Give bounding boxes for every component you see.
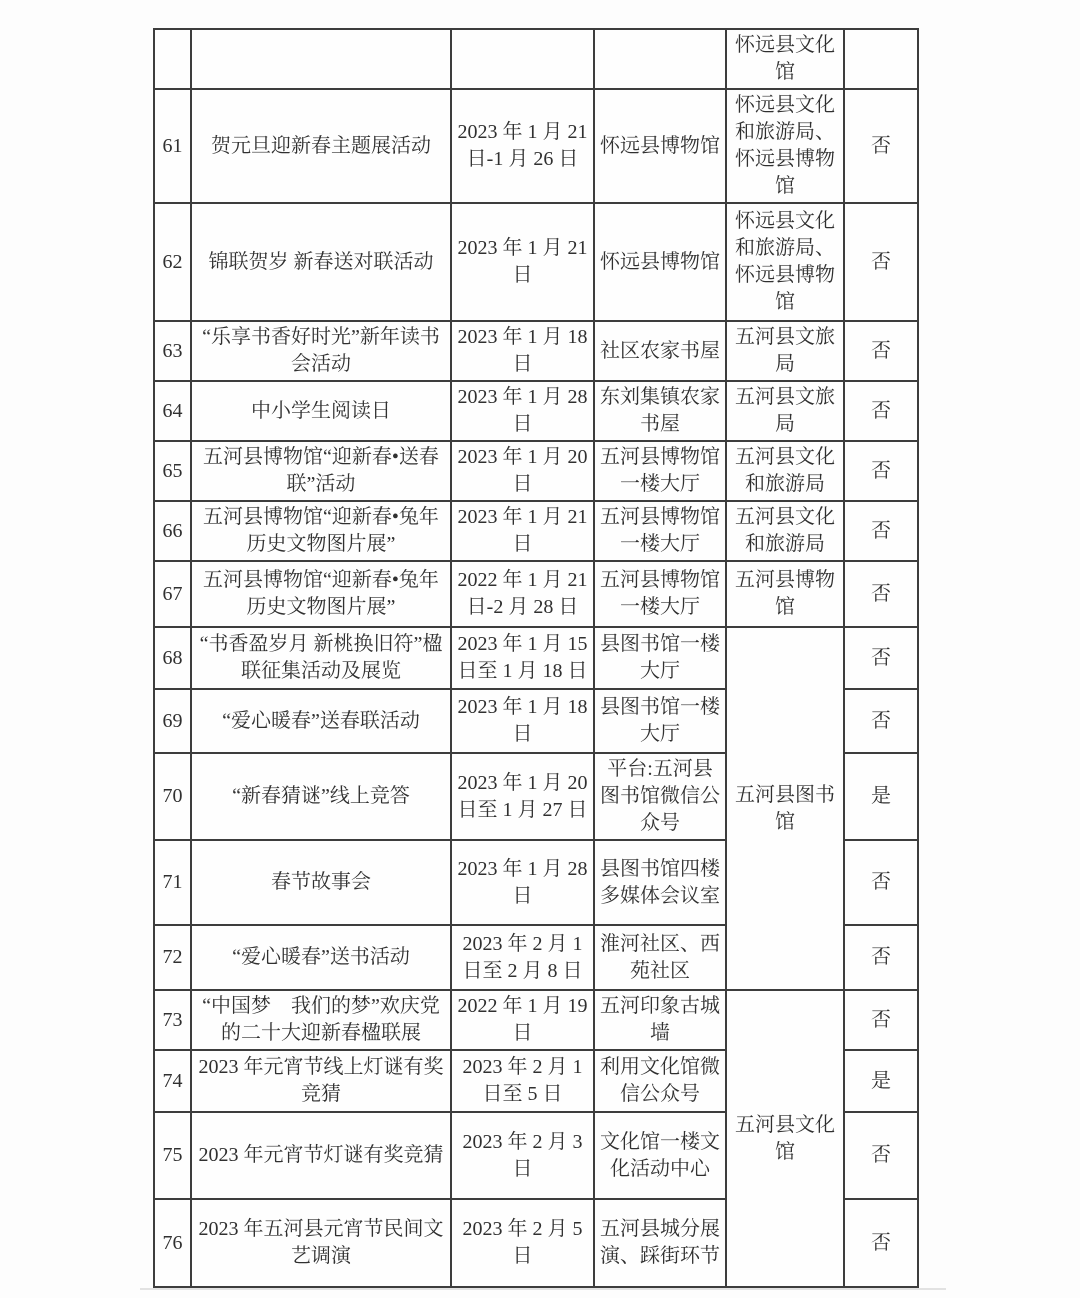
cell-organizer: 五河县文化和旅游局 [726, 441, 844, 501]
cell-date: 2023 年 1 月 20 日 [451, 441, 594, 501]
cell-activity: 2023 年元宵节线上灯谜有奖竞猜 [191, 1050, 451, 1112]
cell-activity [191, 29, 451, 89]
cell-activity: “中国梦 我们的梦”欢庆党的二十大迎新春楹联展 [191, 990, 451, 1050]
cell-organizer: 五河县文化和旅游局 [726, 501, 844, 561]
cell-date: 2022 年 1 月 21 日-2 月 28 日 [451, 561, 594, 627]
cell-date: 2023 年 1 月 21 日 [451, 501, 594, 561]
cell-activity: “乐享书香好时光”新年读书会活动 [191, 321, 451, 381]
cell-location: 五河县城分展演、踩街环节 [594, 1199, 726, 1287]
cell-online-flag: 是 [844, 753, 918, 840]
cell-organizer-merged: 五河县图书馆 [726, 627, 844, 990]
cell-num: 66 [154, 501, 191, 561]
cell-num: 62 [154, 203, 191, 321]
cell-location: 县图书馆一楼大厅 [594, 689, 726, 753]
cell-location: 五河印象古城墙 [594, 990, 726, 1050]
cell-online-flag: 否 [844, 840, 918, 925]
cell-activity: 锦联贺岁 新春送对联活动 [191, 203, 451, 321]
page-edge-shadow [140, 1288, 946, 1290]
cell-location: 怀远县博物馆 [594, 89, 726, 203]
cell-num [154, 29, 191, 89]
table-row [154, 203, 918, 321]
cell-date: 2023 年 1 月 28 日 [451, 381, 594, 441]
cell-date: 2022 年 1 月 19 日 [451, 990, 594, 1050]
cell-organizer: 五河县文旅局 [726, 381, 844, 441]
cell-activity: 中小学生阅读日 [191, 381, 451, 441]
cell-location [594, 29, 726, 89]
cell-activity: “爱心暖春”送书活动 [191, 925, 451, 990]
cell-activity: 贺元旦迎新春主题展活动 [191, 89, 451, 203]
table-row [154, 990, 918, 1050]
cell-num: 70 [154, 753, 191, 840]
cell-num: 67 [154, 561, 191, 627]
cell-organizer: 怀远县文化馆 [726, 29, 844, 89]
cell-activity: 2023 年元宵节灯谜有奖竞猜 [191, 1112, 451, 1199]
cell-num: 63 [154, 321, 191, 381]
cell-organizer-merged: 五河县文化馆 [726, 990, 844, 1287]
cell-location: 五河县博物馆一楼大厅 [594, 561, 726, 627]
cell-online-flag: 否 [844, 89, 918, 203]
cell-date: 2023 年 2 月 5 日 [451, 1199, 594, 1287]
cell-date: 2023 年 2 月 3 日 [451, 1112, 594, 1199]
cell-num: 74 [154, 1050, 191, 1112]
cell-date: 2023 年 1 月 21 日-1 月 26 日 [451, 89, 594, 203]
cell-activity: 春节故事会 [191, 840, 451, 925]
cell-organizer: 五河县文旅局 [726, 321, 844, 381]
cell-location: 平台:五河县图书馆微信公众号 [594, 753, 726, 840]
cell-date: 2023 年 1 月 18 日 [451, 321, 594, 381]
cell-online-flag: 否 [844, 381, 918, 441]
cell-activity: 五河县博物馆“迎新春•兔年历史文物图片展” [191, 561, 451, 627]
cell-num: 65 [154, 441, 191, 501]
cell-location: 利用文化馆微信公众号 [594, 1050, 726, 1112]
table-row [154, 441, 918, 501]
cell-organizer: 怀远县文化和旅游局、怀远县博物馆 [726, 203, 844, 321]
cell-online-flag: 否 [844, 203, 918, 321]
cell-activity: 五河县博物馆“迎新春•送春联”活动 [191, 441, 451, 501]
cell-online-flag: 否 [844, 561, 918, 627]
cell-date: 2023 年 1 月 21 日 [451, 203, 594, 321]
cell-online-flag: 否 [844, 441, 918, 501]
cell-date [451, 29, 594, 89]
cell-location: 社区农家书屋 [594, 321, 726, 381]
cell-activity: “爱心暖春”送春联活动 [191, 689, 451, 753]
cell-date: 2023 年 1 月 20 日至 1 月 27 日 [451, 753, 594, 840]
cell-online-flag: 否 [844, 1112, 918, 1199]
cell-online-flag: 是 [844, 1050, 918, 1112]
cell-location: 县图书馆四楼多媒体会议室 [594, 840, 726, 925]
cell-online-flag: 否 [844, 1199, 918, 1287]
cell-online-flag: 否 [844, 689, 918, 753]
cell-location: 淮河社区、西苑社区 [594, 925, 726, 990]
cell-date: 2023 年 2 月 1 日至 2 月 8 日 [451, 925, 594, 990]
cell-num: 64 [154, 381, 191, 441]
cell-location: 五河县博物馆一楼大厅 [594, 441, 726, 501]
table-row [154, 89, 918, 203]
cell-online-flag: 否 [844, 990, 918, 1050]
cell-location: 文化馆一楼文化活动中心 [594, 1112, 726, 1199]
cell-organizer: 五河县博物馆 [726, 561, 844, 627]
cell-activity: “书香盈岁月 新桃换旧符”楹联征集活动及展览 [191, 627, 451, 689]
cell-num: 61 [154, 89, 191, 203]
cell-organizer: 怀远县文化和旅游局、怀远县博物馆 [726, 89, 844, 203]
cell-date: 2023 年 1 月 15 日至 1 月 18 日 [451, 627, 594, 689]
cell-online-flag: 否 [844, 321, 918, 381]
cell-location: 五河县博物馆一楼大厅 [594, 501, 726, 561]
cell-date: 2023 年 2 月 1 日至 5 日 [451, 1050, 594, 1112]
cell-activity: 五河县博物馆“迎新春•兔年历史文物图片展” [191, 501, 451, 561]
cell-date: 2023 年 1 月 18 日 [451, 689, 594, 753]
cell-num: 68 [154, 627, 191, 689]
cell-num: 71 [154, 840, 191, 925]
cell-num: 75 [154, 1112, 191, 1199]
cell-activity: 2023 年五河县元宵节民间文艺调演 [191, 1199, 451, 1287]
cell-online-flag: 否 [844, 501, 918, 561]
cell-location: 怀远县博物馆 [594, 203, 726, 321]
cell-location: 县图书馆一楼大厅 [594, 627, 726, 689]
cell-num: 76 [154, 1199, 191, 1287]
cell-online-flag: 否 [844, 627, 918, 689]
cell-location: 东刘集镇农家书屋 [594, 381, 726, 441]
cell-num: 72 [154, 925, 191, 990]
table-row [154, 321, 918, 381]
cell-online-flag: 否 [844, 925, 918, 990]
table-row [154, 561, 918, 627]
activity-table [153, 28, 919, 1288]
cell-num: 73 [154, 990, 191, 1050]
table-row [154, 381, 918, 441]
table-row [154, 501, 918, 561]
cell-activity: “新春猜谜”线上竞答 [191, 753, 451, 840]
cell-date: 2023 年 1 月 28 日 [451, 840, 594, 925]
cell-num: 69 [154, 689, 191, 753]
table-row-partial [154, 29, 918, 89]
table-row [154, 627, 918, 689]
cell-online-flag [844, 29, 918, 89]
